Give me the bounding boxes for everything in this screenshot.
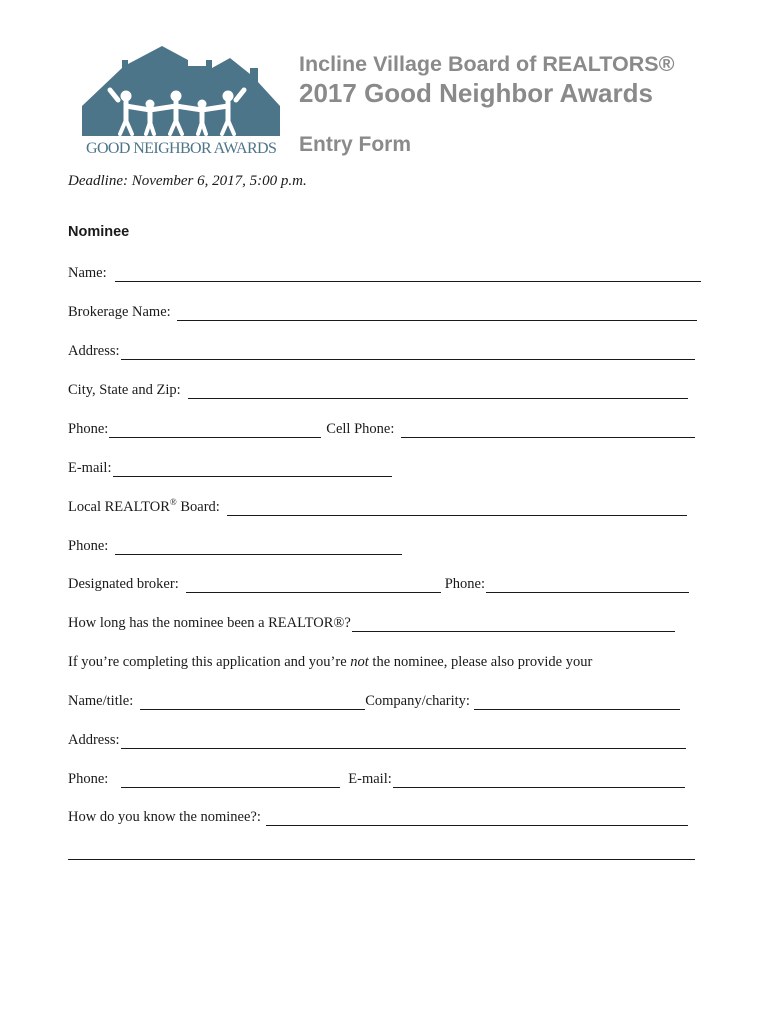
row-designated-broker	[68, 573, 689, 593]
your-email-label: E-mail:	[348, 771, 392, 787]
phone-field[interactable]	[109, 422, 321, 438]
brokerage-field[interactable]	[177, 305, 697, 321]
how-know-field[interactable]	[266, 810, 688, 826]
brokerage-label: Brokerage Name:	[68, 304, 171, 320]
completer-note: If you’re completing this application and you’re not the nominee, please also provide your	[68, 654, 593, 670]
deadline: Deadline: November 6, 2017, 5:00 p.m.	[68, 173, 307, 189]
row-your-address	[68, 729, 686, 749]
row-board-phone	[68, 535, 402, 555]
board-phone-label: Phone:	[68, 538, 109, 554]
local-board-label: Local REALTOR® Board:	[68, 497, 220, 515]
row-phone-cell	[68, 418, 695, 438]
name-title-field[interactable]	[140, 694, 365, 710]
row-how-know	[68, 806, 688, 826]
address-label: Address:	[68, 343, 120, 359]
row-address	[68, 340, 695, 360]
company-charity-label: Company/charity:	[365, 693, 470, 709]
row-email	[68, 457, 392, 477]
designated-broker-label: Designated broker:	[68, 576, 179, 592]
row-local-board	[68, 496, 687, 516]
row-brokerage	[68, 301, 697, 321]
your-address-field[interactable]	[121, 733, 686, 749]
city-state-zip-label: City, State and Zip:	[68, 382, 181, 398]
row-city-state-zip	[68, 379, 688, 399]
row-your-phone-email	[68, 768, 685, 788]
name-label: Name:	[68, 265, 107, 281]
email-field[interactable]	[113, 461, 392, 477]
address-field[interactable]	[121, 344, 695, 360]
email-label: E-mail:	[68, 460, 112, 476]
section-title-nominee: Nominee	[68, 224, 130, 240]
board-phone-field[interactable]	[115, 539, 402, 555]
company-charity-field[interactable]	[474, 694, 680, 710]
your-email-field[interactable]	[393, 772, 685, 788]
row-name	[68, 262, 701, 282]
row-name-title	[68, 690, 680, 710]
how-long-label: How long has the nominee been a REALTOR®?	[68, 615, 351, 631]
phone-label: Phone:	[68, 421, 109, 437]
award-title: 2017 Good Neighbor Awards	[299, 78, 653, 108]
row-how-long	[68, 612, 675, 632]
broker-phone-label: Phone:	[444, 576, 486, 592]
designated-broker-field[interactable]	[186, 577, 441, 593]
cell-phone-field[interactable]	[401, 422, 695, 438]
how-long-field[interactable]	[352, 616, 675, 632]
logo-text: GOOD NEIGHBOR AWARDS	[86, 140, 277, 157]
broker-phone-field[interactable]	[486, 577, 689, 593]
local-board-field[interactable]	[227, 500, 687, 516]
your-phone-field[interactable]	[121, 772, 340, 788]
how-know-label: How do you know the nominee?:	[68, 809, 261, 825]
how-know-continuation-line[interactable]	[68, 859, 695, 860]
row-completer-note	[68, 651, 592, 671]
org-name: Incline Village Board of REALTORS®	[299, 52, 675, 76]
name-field[interactable]	[115, 266, 701, 282]
city-state-zip-field[interactable]	[188, 383, 688, 399]
your-phone-label: Phone:	[68, 771, 109, 787]
your-address-label: Address:	[68, 732, 120, 748]
form-name: Entry Form	[299, 133, 412, 156]
cell-phone-label: Cell Phone:	[326, 421, 395, 437]
name-title-label: Name/title:	[68, 693, 134, 709]
good-neighbor-awards-logo	[80, 46, 286, 162]
